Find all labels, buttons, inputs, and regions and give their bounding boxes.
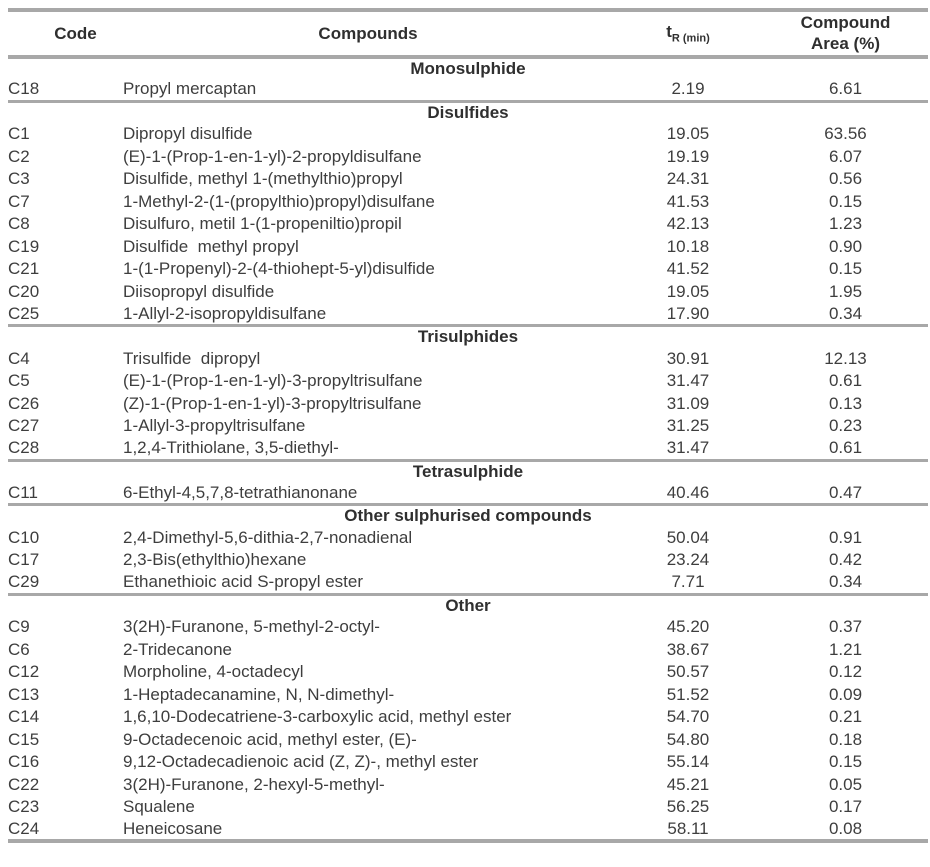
area-cell: 0.09 — [828, 684, 863, 704]
table-row — [8, 303, 928, 326]
compound-cell: 9,12-Octadecadienoic acid (Z, Z)-, methyl ester — [123, 752, 479, 772]
table-row — [8, 370, 928, 393]
area-header-line1: Compound — [800, 13, 891, 32]
compound-cell: Morpholine, 4-octadecyl — [123, 662, 304, 682]
compound-cell: 2,3-Bis(ethylthio)hexane — [123, 550, 307, 570]
area-cell: 6.61 — [828, 79, 863, 98]
compound-cell: Disulfide methyl propyl — [123, 236, 299, 256]
code-cell: C15 — [8, 729, 40, 749]
table-row — [8, 146, 928, 169]
area-cell: 63.56 — [824, 124, 867, 144]
code-cell: C2 — [8, 146, 30, 166]
section-row — [8, 326, 928, 348]
area-cell: 0.34 — [828, 572, 863, 591]
section-row — [8, 505, 928, 527]
table-row — [8, 79, 928, 102]
table-row — [8, 706, 928, 729]
compound-cell: (E)-1-(Prop-1-en-1-yl)-2-propyldisulfane — [123, 146, 422, 166]
section-title: Disulfides — [8, 101, 928, 123]
table-row — [8, 639, 928, 662]
compound-cell: 1,2,4-Trithiolane, 3,5-diethyl- — [123, 438, 339, 457]
compound-cell: 2,4-Dimethyl-5,6-dithia-2,7-nonadienal — [123, 527, 413, 547]
retention-time-cell: 23.24 — [666, 550, 710, 570]
retention-time-cell: 54.70 — [666, 707, 710, 727]
col-header-retention-time — [613, 10, 763, 57]
compound-cell: Trisulfide dipropyl — [123, 348, 261, 368]
area-cell: 1.95 — [828, 281, 863, 301]
retention-time-cell: 50.57 — [666, 662, 710, 682]
table-header-row — [8, 10, 928, 57]
section-row — [8, 57, 928, 79]
compound-cell: 3(2H)-Furanone, 2-hexyl-5-methyl- — [123, 774, 385, 794]
code-cell: C9 — [8, 617, 30, 637]
area-cell: 0.61 — [828, 371, 863, 391]
retention-time-cell: 19.05 — [666, 124, 710, 144]
area-cell: 0.34 — [828, 303, 863, 323]
code-cell: C20 — [8, 281, 40, 301]
retention-time-cell: 55.14 — [666, 752, 710, 772]
retention-time-cell: 45.20 — [666, 617, 710, 637]
code-cell: C28 — [8, 438, 40, 457]
table-row — [8, 751, 928, 774]
area-cell: 6.07 — [828, 146, 863, 166]
table-row — [8, 438, 928, 461]
table-row — [8, 684, 928, 707]
area-cell: 0.15 — [828, 259, 863, 279]
retention-time-cell: 41.52 — [666, 259, 710, 279]
table-row — [8, 774, 928, 797]
area-cell: 0.21 — [828, 707, 863, 727]
table-row — [8, 281, 928, 304]
code-cell: C3 — [8, 169, 30, 189]
compound-cell: Diisopropyl disulfide — [123, 281, 275, 301]
code-cell: C1 — [8, 124, 30, 144]
retention-time-cell: 2.19 — [671, 79, 705, 98]
table-row — [8, 819, 928, 842]
retention-time-cell: 19.05 — [666, 281, 710, 301]
retention-time-cell: 56.25 — [666, 797, 710, 817]
area-cell: 0.23 — [828, 416, 863, 436]
compound-cell: 1,6,10-Dodecatriene-3-carboxylic acid, methyl ester — [123, 707, 512, 727]
table-row — [8, 616, 928, 639]
section-row — [8, 460, 928, 482]
area-cell: 0.90 — [828, 236, 863, 256]
area-cell: 0.56 — [828, 169, 863, 189]
area-cell: 0.42 — [828, 550, 863, 570]
compound-cell: 2-Tridecanone — [123, 639, 232, 659]
table-row — [8, 393, 928, 416]
area-cell: 0.17 — [828, 797, 863, 817]
code-cell: C10 — [8, 527, 40, 547]
table-row — [8, 796, 928, 819]
code-cell: C8 — [8, 214, 30, 234]
retention-time-cell: 51.52 — [666, 684, 710, 704]
retention-time-cell: 17.90 — [666, 303, 710, 323]
retention-time-cell: 19.19 — [666, 146, 710, 166]
area-cell: 0.15 — [828, 752, 863, 772]
compound-cell: Disulfuro, metil 1-(1-propeniltio)propil — [123, 214, 402, 234]
section-title: Tetrasulphide — [8, 460, 928, 482]
code-cell: C12 — [8, 662, 40, 682]
retention-time-cell: 24.31 — [666, 169, 710, 189]
retention-time-cell: 30.91 — [666, 348, 710, 368]
retention-time-cell: 31.47 — [666, 371, 710, 391]
area-cell: 12.13 — [824, 348, 867, 368]
code-cell: C19 — [8, 236, 40, 256]
code-cell: C26 — [8, 393, 40, 413]
area-cell: 1.21 — [828, 639, 863, 659]
section-title: Other sulphurised compounds — [8, 505, 928, 527]
compound-cell: Ethanethioic acid S-propyl ester — [123, 572, 364, 591]
table-row — [8, 527, 928, 550]
retention-time-cell: 41.53 — [666, 191, 710, 211]
area-cell: 0.37 — [828, 617, 863, 637]
compound-cell: Heneicosane — [123, 818, 223, 838]
code-cell: C23 — [8, 797, 40, 817]
table-row — [8, 258, 928, 281]
compound-cell: 1-Heptadecanamine, N, N-dimethyl- — [123, 684, 395, 704]
compound-cell: Disulfide, methyl 1-(methylthio)propyl — [123, 169, 403, 189]
retention-time-cell: 10.18 — [666, 236, 710, 256]
compound-cell: 1-Methyl-2-(1-(propylthio)propyl)disulfane — [123, 191, 435, 211]
retention-time-cell: 31.09 — [666, 393, 710, 413]
retention-time-cell: 31.47 — [666, 438, 710, 457]
retention-time-cell: 7.71 — [671, 572, 705, 591]
area-cell: 0.13 — [828, 393, 863, 413]
retention-time-cell: 58.11 — [667, 818, 709, 838]
code-cell: C11 — [8, 482, 38, 502]
area-cell: 0.91 — [828, 527, 863, 547]
section-title: Trisulphides — [8, 326, 928, 348]
code-cell: C6 — [8, 639, 30, 659]
code-cell: C18 — [8, 79, 40, 98]
section-row — [8, 594, 928, 616]
area-header-line2: Area (%) — [811, 34, 880, 54]
area-cell: 1.23 — [828, 214, 863, 234]
section-title: Other — [8, 594, 928, 616]
table-row — [8, 213, 928, 236]
compound-cell: (E)-1-(Prop-1-en-1-yl)-3-propyltrisulfane — [123, 371, 423, 391]
compounds-table — [8, 8, 928, 843]
table-row — [8, 236, 928, 259]
table-row — [8, 123, 928, 146]
compound-cell: (Z)-1-(Prop-1-en-1-yl)-3-propyltrisulfane — [123, 393, 422, 413]
retention-time-cell: 42.13 — [666, 214, 710, 234]
table-row — [8, 661, 928, 684]
code-cell: C7 — [8, 191, 30, 211]
area-cell: 0.12 — [828, 662, 863, 682]
code-cell: C14 — [8, 707, 40, 727]
table-row — [8, 415, 928, 438]
table-row — [8, 729, 928, 752]
table-row — [8, 482, 928, 505]
compound-cell: 1-Allyl-3-propyltrisulfane — [123, 416, 306, 436]
area-cell: 0.08 — [828, 818, 863, 838]
compound-cell: 9-Octadecenoic acid, methyl ester, (E)- — [123, 729, 417, 749]
col-header-compound-area — [763, 10, 928, 57]
compound-cell: 6-Ethyl-4,5,7,8-tetrathianonane — [123, 482, 358, 502]
retention-time-cell: 40.46 — [666, 482, 710, 502]
compound-cell: 1-Allyl-2-isopropyldisulfane — [123, 303, 327, 323]
code-cell: C24 — [8, 818, 40, 838]
compound-cell: Dipropyl disulfide — [123, 124, 253, 144]
tr-subscript: R (min) — [671, 32, 710, 45]
col-header-code: Code — [8, 10, 123, 57]
code-cell: C21 — [8, 259, 40, 279]
retention-time-cell: 54.80 — [666, 729, 710, 749]
table-row — [8, 168, 928, 191]
area-cell: 0.47 — [828, 482, 863, 502]
area-cell: 0.61 — [828, 438, 863, 457]
code-cell: C13 — [8, 684, 40, 704]
table-row — [8, 348, 928, 371]
retention-time-cell: 38.67 — [666, 639, 710, 659]
section-title: Monosulphide — [410, 58, 526, 78]
compound-cell: 1-(1-Propenyl)-2-(4-thiohept-5-yl)disulfide — [123, 259, 435, 279]
code-cell: C17 — [8, 550, 40, 570]
area-cell: 0.18 — [828, 729, 863, 749]
compound-cell: 3(2H)-Furanone, 5-methyl-2-octyl- — [123, 617, 380, 637]
code-cell: C25 — [8, 303, 40, 323]
code-cell: C29 — [8, 572, 40, 591]
table-row — [8, 191, 928, 214]
area-cell: 0.05 — [828, 774, 863, 794]
retention-time-cell: 31.25 — [666, 416, 710, 436]
section-row — [8, 101, 928, 123]
code-cell: C4 — [8, 348, 30, 368]
compound-cell: Propyl mercaptan — [123, 79, 257, 98]
retention-time-cell: 50.04 — [666, 527, 710, 547]
table-row — [8, 572, 928, 595]
code-cell: C22 — [8, 774, 40, 794]
code-cell: C27 — [8, 416, 40, 436]
tr-symbol: t — [666, 21, 672, 41]
compound-cell: Squalene — [123, 797, 195, 817]
retention-time-cell: 45.21 — [666, 774, 710, 794]
area-cell: 0.15 — [828, 191, 863, 211]
col-header-compounds: Compounds — [123, 10, 613, 57]
table-body — [8, 57, 928, 842]
code-cell: C16 — [8, 752, 40, 772]
table-row — [8, 549, 928, 572]
code-cell: C5 — [8, 371, 30, 391]
